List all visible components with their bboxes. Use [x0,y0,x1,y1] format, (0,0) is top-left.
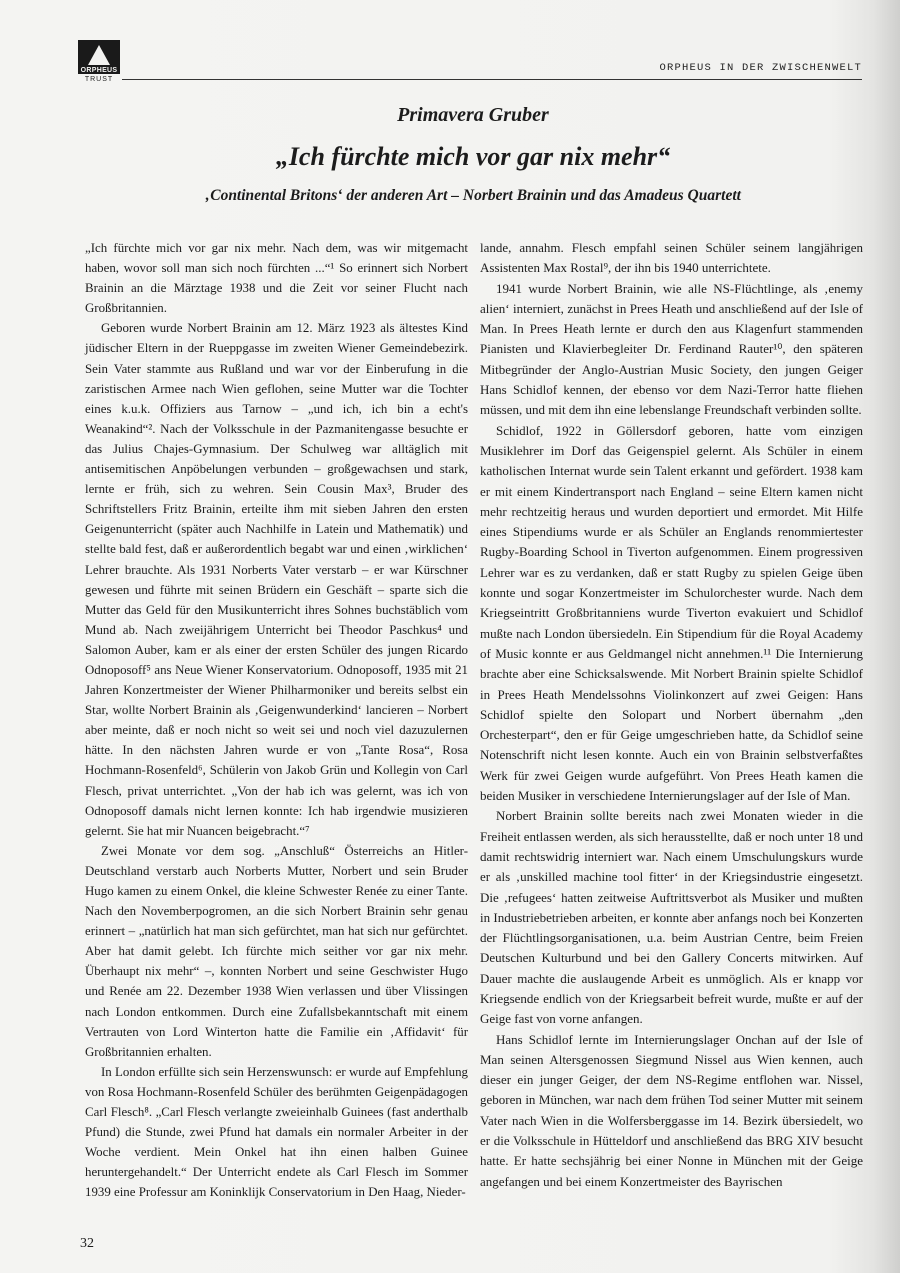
paragraph: lande, annahm. Flesch empfahl seinen Schüler seinem langjährigen Assistenten Max Rostal⁹, der ihn bis 1940 unterrichtete. [480,240,863,276]
paragraph: In London erfüllte sich sein Herzenswunsch: er wurde auf Empfehlung von Rosa Hochmann-Rosenfeld Schüler des berühmten Geigenpädagogen Carl Flesch⁸. „Carl Flesch verlangte zweieinhalb Guinees (fast anderthalb Pfund) die Stunde, zwei Pfund hat damals ein normaler Arbeiter in der Woche verdient. Mein Onkel hat ihn einen halben Guinee heruntergehandelt.“ Der Unterricht endete als Carl Flesch im Sommer 1939 eine Professur am Koninklijk Conservatorium in Den Haag, Nieder- [85,1064,468,1200]
paragraph: Schidlof, 1922 in Göllersdorf geboren, hatte vom einzigen Musiklehrer im Dorf das Geigenspiel gelernt. Als Schüler in einem katholischen Internat wurde sein Talent erkannt und gefördert. 1938 kam er mit einem Kindertransport nach England – seine Eltern kamen nicht mehr rechtzeitig heraus und wurden deportiert und ermordet. Mit Hilfe eines Stipendiums wurde er als Schüler an Englands renommiertester Rugby-Boarding School in Tiverton aufgenommen. Einem progressiven Lehrer war es zu verdanken, daß er statt Rugby zu spielen Geige üben konnte und sogar Konzertmeister im Schulorchester wurde. Nach dem Kriegseintritt Großbritanniens wurde Tiverton evakuiert und Schidlof mußte nach London übersiedeln. Ein Stipendium für die Royal Academy of Music konnte er aus Geldmangel nicht annehmen.¹¹ Die Internierung brachte aber eine Schicksalswende. Mit Norbert Brainin spielte Schidlof in Prees Heath Mendelssohns Violinkonzert auf zwei Geigen: Hans Schidlof spielte den Solopart und Norbert übernahm „den Orchesterpart“, den er für Geige umgeschrieben hatte, da Schidlof seine Notenschrift nicht lesen konnte. Auch ein von Brainin selbstverfaßtes Werk für zwei Geigen wurde aufgeführt. Von Prees Heath kamen die beiden Musiker in verschiedene Internierungslager auf der Isle of Man. [480,422,863,804]
paragraph: 1941 wurde Norbert Brainin, wie alle NS-Flüchtlinge, als ‚enemy alien‘ interniert, zunächst in Prees Heath und anschließend auf der Isle of Man. In Prees Heath lernte er durch den aus Klagenfurt stammenden Pianisten und Klavierbegleiter Dr. Ferdinand Rauter¹⁰, den späteren Mitbegründer der Anglo-Austrian Music Society, den jungen Geiger Hans Schidlof kennen, der ebenso vor dem Nazi-Terror hatte fliehen müssen, und mit dem ihn eine lebenslange Freundschaft verbinden sollte. [480,280,863,418]
paragraph: Hans Schidlof lernte im Internierungslager Onchan auf der Isle of Man seinen Altersgenossen Siegmund Nissel aus Wien kennen, auch dieser ein junger Geiger, der dem NS-Regime entflohen war. Nissel, geboren in München, war nach dem frühen Tod seiner Mutter mit seinem Vater nach Wien in die Wolfersberggasse im 14. Bezirk übersiedelt, wo er die Volksschule in Hütteldorf und anschließend das BRG XIV besucht hatte. Er hatte sechsjährig bei einer Nonne in München mit der Geige angefangen und bei einem Konzertmeister des Bayrischen [480,1031,863,1189]
author-name: Primavera Gruber [397,104,549,126]
article-title: „Ich fürchte mich vor gar nix mehr“ [275,142,671,171]
paragraph: „Ich fürchte mich vor gar nix mehr. Nach dem, was wir mitgemacht haben, wovor soll man sich noch fürchten ...“¹ So erinnert sich Norbert Brainin an die Märztage 1938 und die Zeit vor seiner Flucht nach Großbritannien. [85,241,468,316]
running-head: ORPHEUS IN DER ZWISCHENWELT [659,62,862,74]
right-column [480,238,863,1192]
orpheus-trust-logo [78,40,120,86]
left-column [85,238,468,1203]
page-number: 32 [80,1236,94,1251]
header-rule [122,79,862,80]
logo-sub-text: TRUST [84,76,114,83]
paragraph: Geboren wurde Norbert Brainin am 12. März 1923 als ältestes Kind jüdischer Eltern in der Rueppgasse im zweiten Wiener Gemeindebezirk. Sein Vater stammte aus Rußland und war vor der Einberufung in die zaristischen Armee nach Wien geflohen, seine Mutter war die Tochter eines k.u.k. Offiziers aus Tarnow – „und ich, ich bin a echt's Weanakind“². Nach der Volksschule in der Pazmanitengasse besuchte er das Julius Chajes-Gymnasium. Der Schulweg war alltäglich mit antisemitischen Anpöbelungen verbunden – großgewachsen und stark, lernte er früh, sich zu wehren. Sein Cousin Max³, Bruder des Schriftstellers Fritz Brainin, erteilte ihm mit sieben Jahren den ersten Geigenunterricht (später auch Nachhilfe in Latein und Mathematik) und stellte bald fest, daß er außerordentlich begabt war und einen ‚wirklichen‘ Lehrer brauchte. Als 1931 Norberts Vater verstarb – er war Kürschner gewesen und führte mit seinen Brüdern ein Geschäft – sparte sich die Mutter das Geld für den Musikunterricht ihres Sohnes buchstäblich vom Mund ab. Nach zweijährigem Unterricht bei Theodor Paschkus⁴ und Salomon Auber, kam er als einer der ersten Schüler des jungen Ricardo Odnoposoff⁵ ans Neue Wiener Konservatorium. Odnoposoff, 1935 mit 21 Jahren Konzertmeister der Wiener Philharmoniker und bereits selbst ein Star, wollte Norbert Brainin als ‚Geigenwunderkind‘ lancieren – Norbert aber meinte, daß er noch nicht so weit sei und noch viel dazuzulernen hätte. In den nächsten Jahren wurde er von „Tante Rosa“, Rosa Hochmann-Rosenfeld⁶, Schülerin von Jakob Grün und Kollegin von Carl Flesch, privat unterrichtet. „Von der hab ich was gelernt, was ich von Odnoposoff damals nicht lernen konnte: Ich hab irgendwie musizieren gelernt. Sie hat mir Nuancen beigebracht.“⁷ [85,321,468,838]
paragraph: Zwei Monate vor dem sog. „Anschluß“ Österreichs an Hitler-Deutschland verstarb auch Norberts Mutter, Norbert und sein Bruder Hugo kamen zu einem Onkel, die kleine Schwester Renée zu einer Tante. Nach den Novemberpogromen, an die sich Norbert Brainin sehr genau erinnert – „natürlich hat man sich gefürchtet, man hat sich nur gefürchtet. Aber hat damit gelebt. Ich fürchte mich seither vor gar nix mehr. Überhaupt nix mehr“ –, konnten Norbert und seine Geschwister Hugo und Renée am 22. Dezember 1938 Wien verlassen und über Vlissingen nach London entkommen. Durch eine Zufallsbekanntschaft mit einem Vertrauten von Lord Winterton hatte die Familie ein ‚Affidavit‘ für Großbritannien erhalten. [85,843,468,1059]
article-subtitle: ‚Continental Britons‘ der anderen Art – Norbert Brainin und das Amadeus Quartett [205,187,741,204]
paragraph: Norbert Brainin sollte bereits nach zwei Monaten wieder in die Freiheit entlassen werden, als sich herausstellte, daß er noch unter 18 und damit rechtswidrig interniert war. Nach einem Umschulungskurs wurde er als ‚unskilled machine tool fitter‘ in der Kriegsindustrie eingesetzt. Die ‚refugees‘ hatten zeitweise Auftrittsverbot als Musiker und mußten in Industriebetrieben arbeiten, er konnte aber anfangs noch bei Konzerten der Flüchtlingsorganisationen, u.a. beim Austrian Centre, beim Freien Deutschen Kulturbund und bei den Gallery Concerts mitwirken. Auf Dauer machte die auslaugende Arbeit es unmöglich. Als er knapp vor Kriegsende endlich von der Kriegsarbeit befreit wurde, mußte er auf der Geige fast von vorne anfangen. [480,808,863,1027]
logo-triangle-icon [88,45,110,65]
logo-brand-text: ORPHEUS [80,67,118,74]
